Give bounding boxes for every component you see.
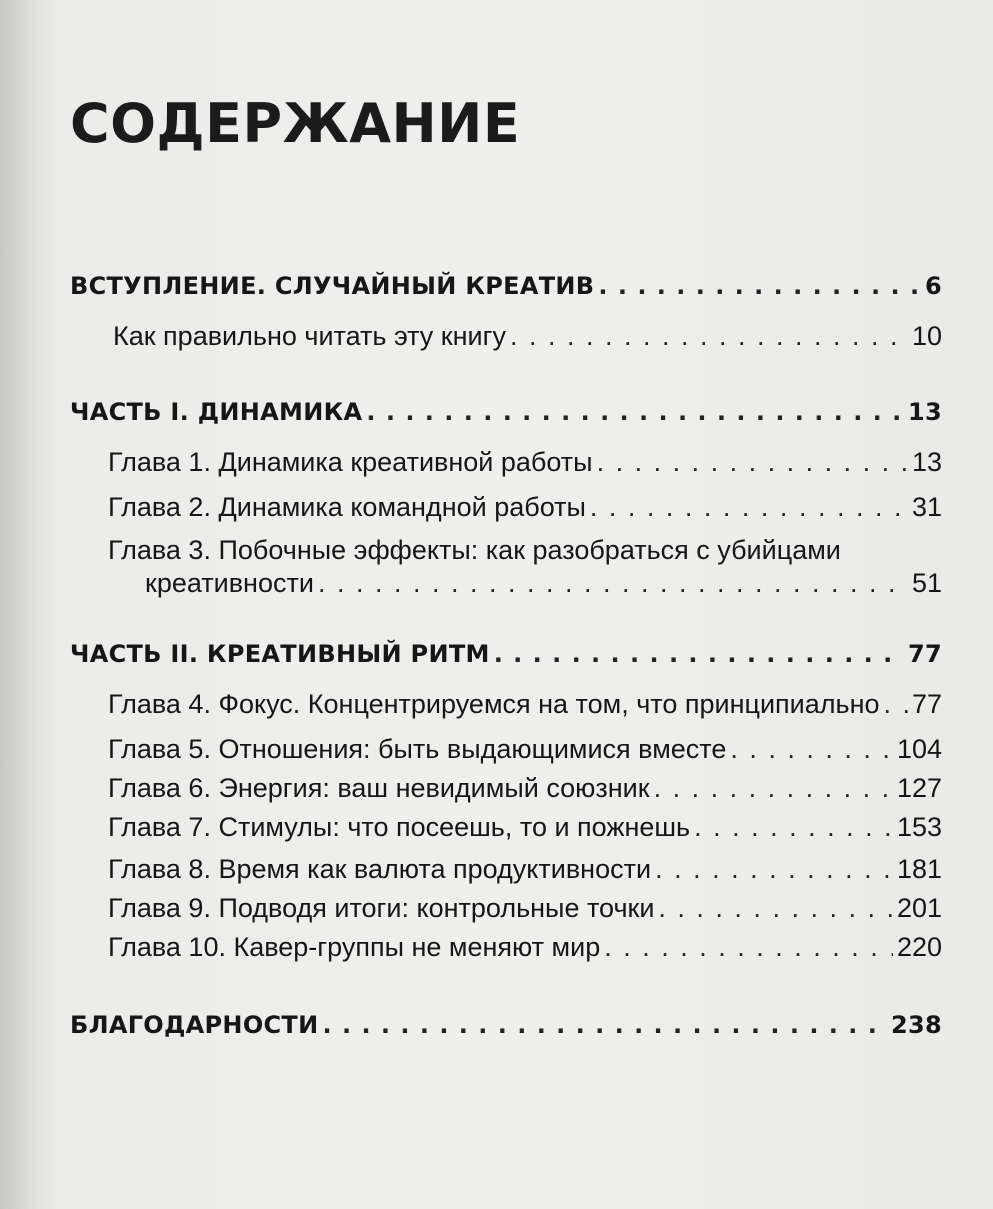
toc-entry-chapter-6 (108, 772, 942, 804)
toc-entry-chapter-4 (108, 688, 942, 720)
toc-page-number: 220 (896, 932, 942, 962)
toc-entry-label: Глава 5. Отношения: быть выдающимися вместе (108, 734, 727, 764)
dot-leader (494, 638, 904, 670)
dot-leader (323, 1009, 888, 1041)
toc-page-number: 104 (896, 734, 942, 764)
toc-page-number: 31 (911, 492, 942, 522)
toc-entry-part-1 (70, 396, 942, 428)
toc-entry-chapter-9 (108, 892, 942, 924)
dot-leader (510, 320, 908, 352)
toc-page-number: 6 (925, 272, 942, 300)
toc-page-number: 13 (908, 398, 942, 426)
toc-entry-chapter-3-line-1: Глава 3. Побочные эффекты: как разобраться с убийцами (108, 535, 841, 565)
dot-leader (604, 931, 893, 963)
page-title: СОДЕРЖАНИЕ (70, 92, 521, 155)
dot-leader (590, 491, 908, 523)
toc-entry-label: Глава 9. Подводя итоги: контрольные точки (108, 893, 655, 923)
dot-leader (366, 396, 904, 428)
toc-entry-label: Глава 4. Фокус. Концентрируемся на том, что принципиально (108, 689, 880, 719)
toc-page-number: 127 (896, 773, 942, 803)
toc-page-number: 10 (911, 321, 942, 351)
toc-entry-label: Глава 7. Стимулы: что посеешь, то и пожнешь (108, 812, 691, 842)
page-gutter-shadow (0, 0, 60, 1209)
dot-leader (730, 733, 893, 765)
toc-entry-label: ВСТУПЛЕНИЕ. СЛУЧАЙНЫЙ КРЕАТИВ (70, 272, 595, 300)
toc-entry-chapter-3 (145, 567, 942, 599)
toc-entry-chapter-7 (108, 811, 942, 843)
toc-entry-label: Глава 8. Время как валюта продуктивности (108, 854, 652, 884)
dot-leader (318, 567, 908, 599)
toc-entry-label: креативности (145, 568, 314, 598)
dot-leader (655, 853, 893, 885)
toc-page-number: 77 (908, 640, 942, 668)
toc-page-number: 181 (896, 854, 942, 884)
dot-leader (654, 772, 893, 804)
toc-entry-part-2 (70, 638, 942, 670)
toc-page-number: 201 (896, 893, 942, 923)
toc-entry-chapter-2 (108, 491, 942, 523)
toc-entry-label: Глава 10. Кавер-группы не меняют мир (108, 932, 601, 962)
toc-page-number: 153 (896, 812, 942, 842)
dot-leader (598, 270, 921, 302)
toc-entry-chapter-1 (108, 446, 942, 478)
toc-page-number: 77 (911, 689, 942, 719)
toc-entry-label: Глава 1. Динамика креативной работы (108, 447, 593, 477)
toc-page-number: 238 (891, 1011, 942, 1039)
dot-leader (884, 688, 908, 720)
toc-entry-chapter-10 (108, 931, 942, 963)
toc-entry-how-to-read (113, 320, 942, 352)
toc-entry-introduction (70, 270, 942, 302)
toc-entry-chapter-5 (108, 733, 942, 765)
toc-entry-label: Глава 2. Динамика командной работы (108, 492, 586, 522)
toc-entry-acknowledgements (70, 1009, 942, 1041)
toc-page-number: 13 (911, 447, 942, 477)
toc-entry-label: Глава 6. Энергия: ваш невидимый союзник (108, 773, 650, 803)
toc-entry-label: ЧАСТЬ II. КРЕАТИВНЫЙ РИТМ (70, 640, 490, 668)
toc-entry-label: ЧАСТЬ I. ДИНАМИКА (70, 398, 363, 426)
toc-entry-label: Как правильно читать эту книгу (113, 321, 506, 351)
dot-leader (694, 811, 893, 843)
toc-entry-chapter-8 (108, 853, 942, 885)
dot-leader (658, 892, 893, 924)
toc-page-number: 51 (911, 568, 942, 598)
toc-entry-label: БЛАГОДАРНОСТИ (70, 1011, 319, 1039)
dot-leader (597, 446, 908, 478)
